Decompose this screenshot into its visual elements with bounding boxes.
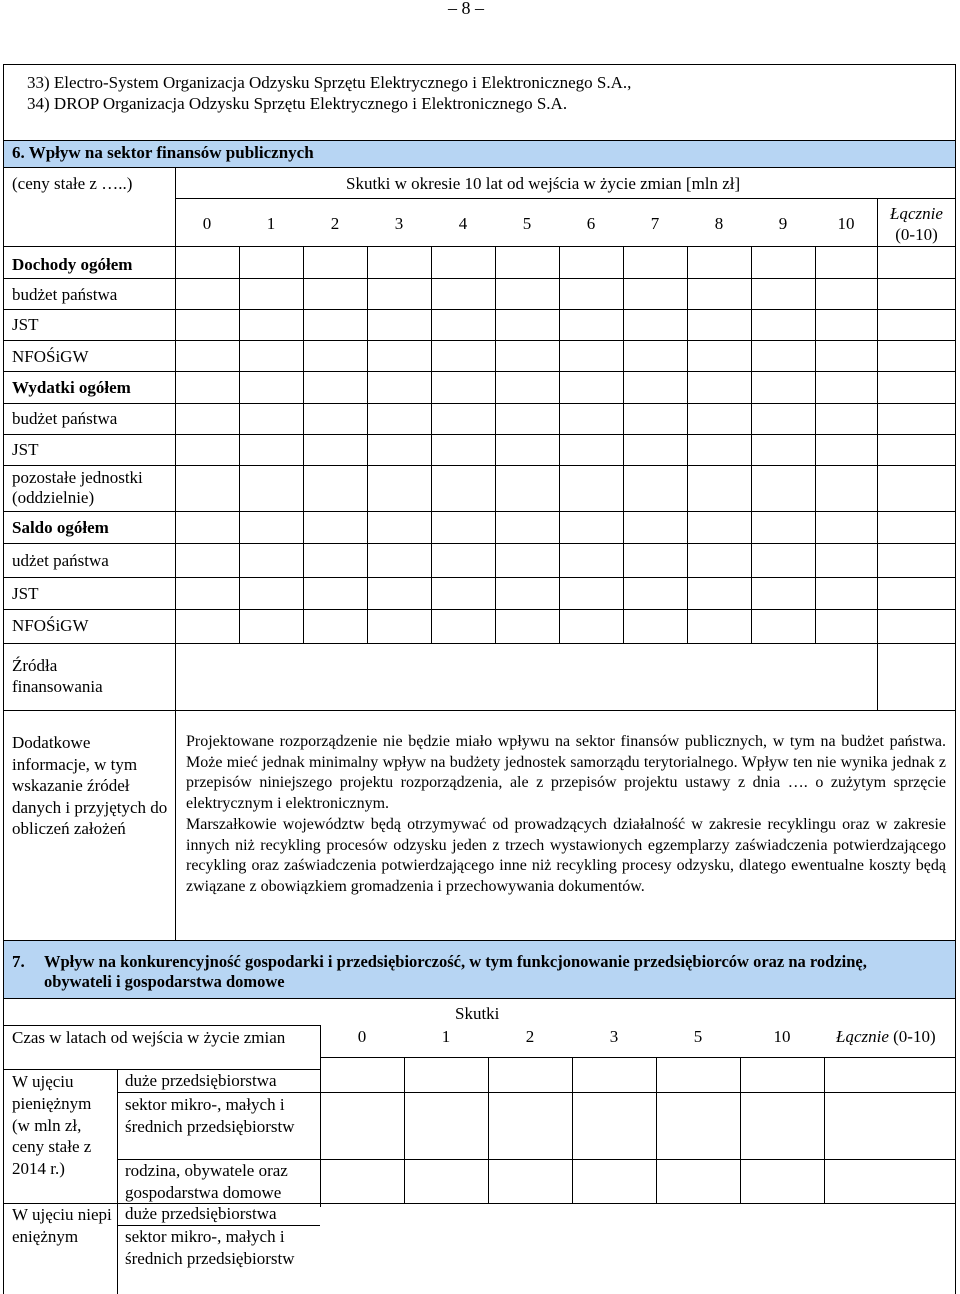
s7-year-3: 3 bbox=[609, 1027, 619, 1046]
year-0: 0 bbox=[202, 214, 212, 233]
monetary-label: W ujęciu pieniężnym (w mln zł, ceny stałe z 2014 r.) bbox=[12, 1072, 92, 1179]
effects-header: Skutki w okresie 10 lat od wejścia w życie zmian [mln zł] bbox=[346, 174, 741, 193]
nonmonetary-label: W ujęciu niepieniężnym bbox=[12, 1205, 112, 1246]
outer-left-border bbox=[3, 64, 4, 1294]
additional-info-paragraph: Projektowane rozporządzenie nie będzie miało wpływu na sektor finansów publicznych, w tym na budżet państwa. Może mieć jednak minimalny wpływ na budżety jednostek samorządu terytorialnego. Wpływ ten nie wynika jednak z przepisów niniejszego projektu rozporządzenia, ale z przepisów projektu ustawy z dnia …. o zużytym sprzęcie elektrycznym i elektronicznym. bbox=[186, 733, 946, 812]
year-10: 10 bbox=[837, 214, 855, 233]
outer-right-border bbox=[955, 64, 956, 1294]
row-label: JST bbox=[12, 315, 39, 334]
s7-year-0: 0 bbox=[357, 1027, 367, 1046]
section7-number: 7. bbox=[12, 952, 25, 971]
year-8: 8 bbox=[714, 214, 724, 233]
row-label: JST bbox=[12, 440, 39, 459]
section6-heading: 6. Wpływ na sektor finansów publicznych bbox=[12, 143, 314, 162]
row-label: NFOŚiGW bbox=[12, 616, 89, 635]
monetary-row: duże przedsiębiorstwa bbox=[125, 1071, 277, 1090]
list-item-33: 33) Electro-System Organizacja Odzysku Sprzętu Elektrycznego i Elektronicznego S.A., bbox=[27, 73, 632, 92]
s7-year-1: 1 bbox=[441, 1027, 451, 1046]
year-9: 9 bbox=[778, 214, 788, 233]
row-label: pozostałe jednostki (oddzielnie) bbox=[12, 468, 143, 507]
row-label: JST bbox=[12, 584, 39, 603]
row-label: Źródła finansowania bbox=[12, 656, 103, 696]
s7-total-range: (0-10) bbox=[893, 1027, 936, 1046]
additional-info-label: Dodatkowe informacje, w tym wskazanie źródeł danych i przyjętych do obliczeń założeń bbox=[12, 733, 168, 838]
monetary-row: sektor mikro-, małych i średnich przedsiębiorstw bbox=[125, 1095, 295, 1136]
monetary-row: rodzina, obywatele oraz gospodarstwa domowe bbox=[125, 1161, 288, 1202]
section7-heading: Wpływ na konkurencyjność gospodarki i przedsiębiorczość, w tym funkcjonowanie przedsiębiorców oraz na rodzinę, bbox=[44, 952, 867, 971]
section7-heading-line2: obywateli i gospodarstwa domowe bbox=[44, 972, 285, 991]
row-label: Dochody ogółem bbox=[12, 255, 133, 274]
nonmonetary-row: duże przedsiębiorstwa bbox=[125, 1204, 277, 1223]
year-1: 1 bbox=[266, 214, 276, 233]
time-label: Czas w latach od wejścia w życie zmian bbox=[12, 1028, 286, 1047]
additional-info-paragraph: Marszałkowie województw będą otrzymywać od prowadzących działalność w zakresie recyklingu oraz w zakresie innych niż recykling procesów odzysku jeden z trzech wystawionych egzemplarzy zaświadczenia potwierdzającego recykling oraz zaświadczenia potwierdzającego inne niż recykling procesy odzysku, dlatego ewentualne koszty będą związane z obowiązkiem gromadzenia i przechowywania dokumentów. bbox=[186, 816, 946, 895]
effects-label: Skutki bbox=[455, 1004, 500, 1023]
row-label: Wydatki ogółem bbox=[12, 378, 131, 397]
s7-year-10: 10 bbox=[773, 1027, 791, 1046]
price-note: (ceny stałe z …..) bbox=[12, 174, 133, 193]
list-item-34: 34) DROP Organizacja Odzysku Sprzętu Elektrycznego i Elektronicznego S.A. bbox=[27, 94, 568, 113]
s7-year-2: 2 bbox=[525, 1027, 535, 1046]
row-label: udżet państwa bbox=[12, 551, 109, 570]
row-label: budżet państwa bbox=[12, 285, 118, 304]
year-7: 7 bbox=[650, 214, 660, 233]
row-label: Saldo ogółem bbox=[12, 518, 109, 537]
page-number: – 8 – bbox=[448, 0, 484, 18]
s7-total-label bbox=[836, 1027, 936, 1047]
row-label: budżet państwa bbox=[12, 409, 118, 428]
s7-total-word: Łącznie bbox=[836, 1027, 889, 1046]
year-2: 2 bbox=[330, 214, 340, 233]
total-label: Łącznie bbox=[890, 204, 943, 223]
s7-year-5: 5 bbox=[693, 1027, 703, 1046]
top-border bbox=[3, 64, 956, 65]
year-3: 3 bbox=[394, 214, 404, 233]
nonmonetary-row: sektor mikro-, małych i średnich przedsiębiorstw bbox=[125, 1227, 295, 1268]
total-range: (0-10) bbox=[895, 225, 938, 244]
year-4: 4 bbox=[458, 214, 468, 233]
row-label: NFOŚiGW bbox=[12, 347, 89, 366]
year-6: 6 bbox=[586, 214, 596, 233]
year-5: 5 bbox=[522, 214, 532, 233]
